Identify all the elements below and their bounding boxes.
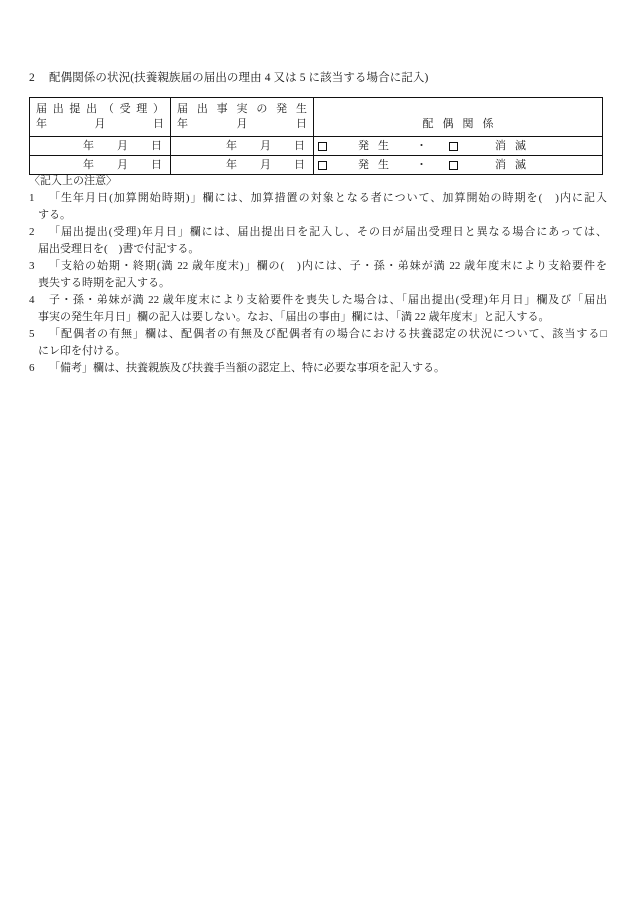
note-number-6: 6 [29, 362, 35, 374]
note-number-2: 2 [29, 226, 35, 238]
table-row [30, 156, 603, 175]
section-heading [29, 71, 428, 85]
relationship-options-2 [314, 157, 602, 174]
checkbox-termination-2[interactable] [449, 161, 458, 170]
note-item-1 [29, 190, 607, 224]
note-text-4-line-1: 子・孫・弟妹が満 22 歳年度末により支給要件を喪失した場合は、「届出提出(受理)年月日」欄及び「届出 [49, 294, 607, 306]
day-label: 日 [294, 139, 305, 152]
relationship-options-1 [314, 138, 602, 155]
header-relationship-label: 配偶関係 [422, 118, 503, 130]
note-text-1-line-1: 「生年月日(加算開始時期)」欄には、加算措置の対象となる者について、加算開始の時期を( )内に記入 [49, 192, 607, 204]
month-label: 月 [117, 139, 128, 152]
separator-dot-1: ・ [416, 139, 427, 152]
note-text-4-line-2: 事実の発生年月日」欄の記入は要しない。なお、「届出の事由」欄には、「満 22 歳年度末」と記入する。 [38, 311, 550, 323]
section-number: 2 [29, 72, 35, 84]
header-submission-label: 届出提出（受理） [36, 103, 164, 115]
day-label: 日 [151, 158, 162, 171]
spouse-relationship-table [29, 97, 603, 175]
submission-date-fields-1 [30, 138, 170, 155]
label-termination-1: 消滅 [495, 139, 535, 152]
submission-date-fields-2 [30, 157, 170, 174]
year-label: 年 [83, 158, 94, 171]
header-event-label: 届出事実の発生 [177, 103, 307, 115]
note-item-5 [29, 326, 607, 360]
header-event-ymd: 年 月 日 [177, 118, 307, 130]
note-text-5-line-2: にレ印を付ける。 [38, 345, 126, 357]
checkbox-occurrence-2[interactable] [318, 161, 327, 170]
note-text-6-line-1: 「備考」欄は、扶養親族及び扶養手当額の認定上、特に必要な事項を記入する。 [49, 362, 445, 374]
month-label: 月 [260, 158, 271, 171]
note-item-6 [29, 360, 607, 377]
cell-relationship-2 [314, 156, 603, 175]
note-text-2-line-2: 届出受理日を( )書で付記する。 [38, 243, 200, 255]
note-item-2 [29, 224, 607, 258]
day-label: 日 [151, 139, 162, 152]
event-date-fields-2 [171, 157, 313, 174]
day-label: 日 [294, 158, 305, 171]
label-occurrence-2: 発生 [358, 158, 398, 171]
note-text-3-line-1: 「支給の始期・終期(満 22 歳年度末)」欄の( )内には、子・孫・弟妹が満 22 歳年度末により支給要件を [49, 260, 607, 272]
note-item-3 [29, 258, 607, 292]
cell-submission-date-1[interactable] [30, 137, 171, 156]
header-cell-submission-date [30, 98, 171, 137]
cell-event-date-1[interactable] [171, 137, 314, 156]
note-number-3: 3 [29, 260, 35, 272]
note-number-4: 4 [29, 294, 35, 306]
header-submission-ymd: 年 月 日 [36, 118, 164, 130]
table-header-row [30, 98, 603, 137]
table-row [30, 137, 603, 156]
note-text-5-line-1: 「配偶者の有無」欄は、配偶者の有無及び配偶者有の場合における扶養認定の状況について、該当する□ [49, 328, 607, 340]
event-date-fields-1 [171, 138, 313, 155]
checkbox-occurrence-1[interactable] [318, 142, 327, 151]
month-label: 月 [260, 139, 271, 152]
year-label: 年 [226, 158, 237, 171]
header-cell-event-date [171, 98, 314, 137]
cell-submission-date-2[interactable] [30, 156, 171, 175]
year-label: 年 [226, 139, 237, 152]
note-text-2-line-1: 「届出提出(受理)年月日」欄には、届出提出日を記入し、その日が届出受理日と異なる場合にあっては、 [49, 226, 607, 238]
cell-relationship-1 [314, 137, 603, 156]
separator-dot-2: ・ [416, 158, 427, 171]
note-text-1-line-2: する。 [38, 209, 71, 221]
month-label: 月 [117, 158, 128, 171]
checkbox-termination-1[interactable] [449, 142, 458, 151]
section-title: 配偶関係の状況(扶養親族届の届出の理由 4 又は 5 に該当する場合に記入) [49, 72, 429, 84]
note-text-3-line-2: 喪失する時期を記入する。 [38, 277, 170, 289]
label-termination-2: 消滅 [495, 158, 535, 171]
label-occurrence-1: 発生 [358, 139, 398, 152]
year-label: 年 [83, 139, 94, 152]
notes-title: 〈記入上の注意〉 [29, 175, 117, 187]
notes-section [29, 173, 607, 377]
header-cell-relationship [314, 98, 603, 137]
note-number-1: 1 [29, 192, 35, 204]
note-number-5: 5 [29, 328, 35, 340]
note-item-4 [29, 292, 607, 326]
cell-event-date-2[interactable] [171, 156, 314, 175]
